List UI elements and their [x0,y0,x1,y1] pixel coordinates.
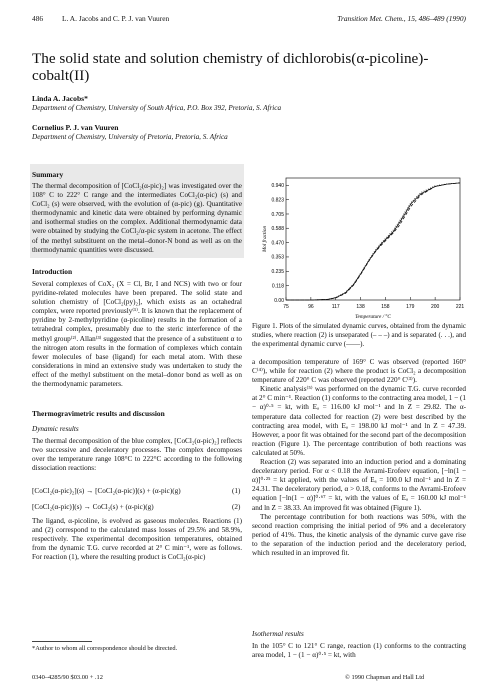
y-tick-label: 0.118 [271,283,284,290]
paragraph-separation: Reaction (2) was separated into an induction period and a dominating deceleratory period. For α < 0.18 the Avrami-Erofeev equation, [−ln(1 − α)]⁰·²⁵ = kt applied, with the values of Eₐ = 100.0 kJ mol⁻¹ and ln Z = 24.31. The deceleratory period, α > 0.18, conforms to the Avrami-Erofeev equation [−ln(1 − α)]⁰·⁶⁷ = kt, with the values of Eₐ = 160.00 kJ mol⁻¹ and ln Z = 38.33. An improved fit was obtained (Figure 1). [252,458,466,512]
paragraph-kinetic: Kinetic analysis⁽⁵⁾ was performed on the dynamic T.G. curve recorded at 2° C min⁻¹. Reaction (1) conforms to the contracting area model, 1 − (1 − α)⁰·⁵ = kt, with Eₐ = 116.00 kJ mol⁻¹ and ln Z = 29.82. The α-temperature data collected for reaction (2) were best described by the contracting area model, with Eₐ = 198.00 kJ mol⁻¹ and ln Z = 47.39. However, a poor fit was obtained for the second part of the decomposition reaction (Figure 1). The percentage contribution of both reactions was calculated at 50%. [252,385,466,457]
dynamic-text: The thermal decomposition of the blue complex, [CoCl₂(α-pic)₂] reflects two successive and deceleratory processes. The complex decomposes over the temperature range 108°C to 222°C according to the following dissociation reactions: [32,437,242,473]
figure-1-caption: Figure 1. Plots of the simulated dynamic curves, obtained from the dynamic studies, where reaction (2) is unseparated (– – –) and is separated (. . .), and the experimental dynamic curve (——). [252,322,466,348]
y-tick-label: 0.353 [271,254,284,261]
right-column [252,358,466,558]
x-tick-label: 75 [283,304,289,310]
x-tick-label: 138 [356,304,365,310]
paragraph-percentage: The percentage contribution for both reactions was 50%, with the second reaction comprising the initial period of 9% and a deceleratory period of 41%. Thus, the kinetic analysis of the dynamic curve gave rise to the separation of the induction period and the deceleratory period, which resulted in an improved fit. [252,512,466,557]
plot-frame [286,178,460,300]
x-tick-label: 221 [455,304,465,310]
dynamic-text-continued: The ligand, α-picoline, is evolved as gaseous molecules. Reactions (1) and (2) correspond to the calculated mass losses of 29.5% and 58.9%, respectively. The experimental decomposition temperatures, obtained from the dynamic T.G. curve recorded at 2° C min⁻¹, were as follows. For reaction (1), where the resulting product is CoCl₂(α-pic) [32,517,242,562]
experimental-curve [286,183,460,300]
isothermal-text: In the 105° C to 121° C range, reaction (1) conforms to the contracting area model, 1 − (1 − α)⁰·⁵ = kt, with [252,642,466,660]
author-affiliation-1: Department of Chemistry, University of South Africa, P.O. Box 392, Pretoria, S. Africa [32,104,282,112]
reaction-2: [CoCl₂(α-pic)](s) → CoCl₂(s) + (α-pic)(g) [32,503,154,511]
footnote: *Author to whom all correspondence should be directed. [32,645,178,652]
y-tick-label: 0.940 [271,183,284,190]
introduction-text: Several complexes of CoX₂ (X = Cl, Br, I and NCS) with two or four pyridine-related molecules have been prepared. The solid state and solution chemistry of [CoCl₂(py)₂], which exists as an octahedral complex, were reported previously⁽¹⁾. It is known that the replacement of pyridine by 2-methylpyridine (α-picoline) results in the formation of a tetrahedral complex, presumably due to the steric interference of the methyl group⁽²⁾. Allan⁽³⁾ suggested that the presence of a substituent α to the nitrogen atom results in the formation of complexes which contain fewer molecules of base (ligand) for each metal atom. With these considerations in mind an extensive study was undertaken to study the effect of the methyl substituent on the metal–donor bond as well as on the thermodynamic parameters. [32,280,242,389]
paragraph-decomposition: a decomposition temperature of 169° C was observed (reported 160° C⁽⁴⁾), while for reaction (2) where the product is CoCl₂ a decomposition temperature of 220° C was observed (reported 220° C⁽³⁾). [252,358,466,385]
introduction-heading: Introduction [32,267,73,276]
figure-1-chart [252,172,468,320]
running-head-authors: L. A. Jacobs and C. P. J. van Vuuren [62,14,170,23]
simulated-unseparated-curve [286,183,460,300]
y-tick-label: 0.00 [274,297,284,304]
x-tick-label: 179 [406,304,415,310]
summary-text: The thermal decomposition of [CoCl₂(α-pic)₂] was investigated over the 108° C to 222° C range and the intermediates CoCl₂(α-pic) (s) and CoCl₂ (s) were observed, with the evolution of (α-pic) (g). Quantitative thermodynamic and kinetic data were obtained by performing dynamic and isothermal studies on the complex. Additional thermodynamic data were obtained by studying the CoCl₂/α-pic system in acetone. The effect of the methyl substituent on the metal–donor-N bond as well as on the thermodynamic quantities were discussed. [32,182,242,254]
footer-copyright: © 1990 Chapman and Hall Ltd [345,674,425,681]
footnote-rule [32,641,92,642]
y-tick-label: 0.588 [271,226,284,233]
author-name-2: Cornelius P. J. van Vuuren [32,123,119,132]
title-line-1: The solid state and solution chemistry of dichlorobis(α-picoline)- [32,50,429,67]
dynamic-subheading: Dynamic results [32,425,79,433]
x-tick-label: 158 [381,304,390,310]
reaction-2-number: (2) [232,503,241,511]
simulated-separated-curve [286,183,460,300]
page-number: 486 [32,14,44,23]
y-tick-label: 0.823 [271,197,284,204]
author-name-1: Linda A. Jacobs* [32,94,88,103]
isothermal-subheading: Isothermal results [252,630,304,638]
reaction-1-number: (1) [232,487,241,495]
y-axis-label: Mol fraction [262,225,268,253]
y-tick-label: 0.705 [271,211,284,218]
reaction-1: [CoCl₂(α-pic)₂](s) → [CoCl₂(α-pic)](s) + (α-pic)(g) [32,487,181,495]
x-tick-label: 96 [308,304,314,310]
x-tick-label: 117 [331,304,340,310]
footer-code: 0340–4285/90 $03.00 + .12 [32,674,103,681]
y-tick-label: 0.470 [271,240,284,247]
x-tick-label: 200 [430,304,440,310]
summary-heading: Summary [32,170,64,179]
article-title [32,50,472,84]
figure-1 [252,172,468,320]
x-axis-label: Temperature / °C [355,314,391,320]
running-head-journal: Transition Met. Chem., 15, 486–489 (1990) [337,14,466,23]
thermo-heading: Thermogravimetric results and discussion [32,409,165,418]
y-tick-label: 0.235 [271,269,284,276]
author-affiliation-2: Department of Chemistry, University of Pretoria, Pretoria, S. Africa [32,133,228,141]
title-line-2: cobalt(II) [32,67,90,84]
